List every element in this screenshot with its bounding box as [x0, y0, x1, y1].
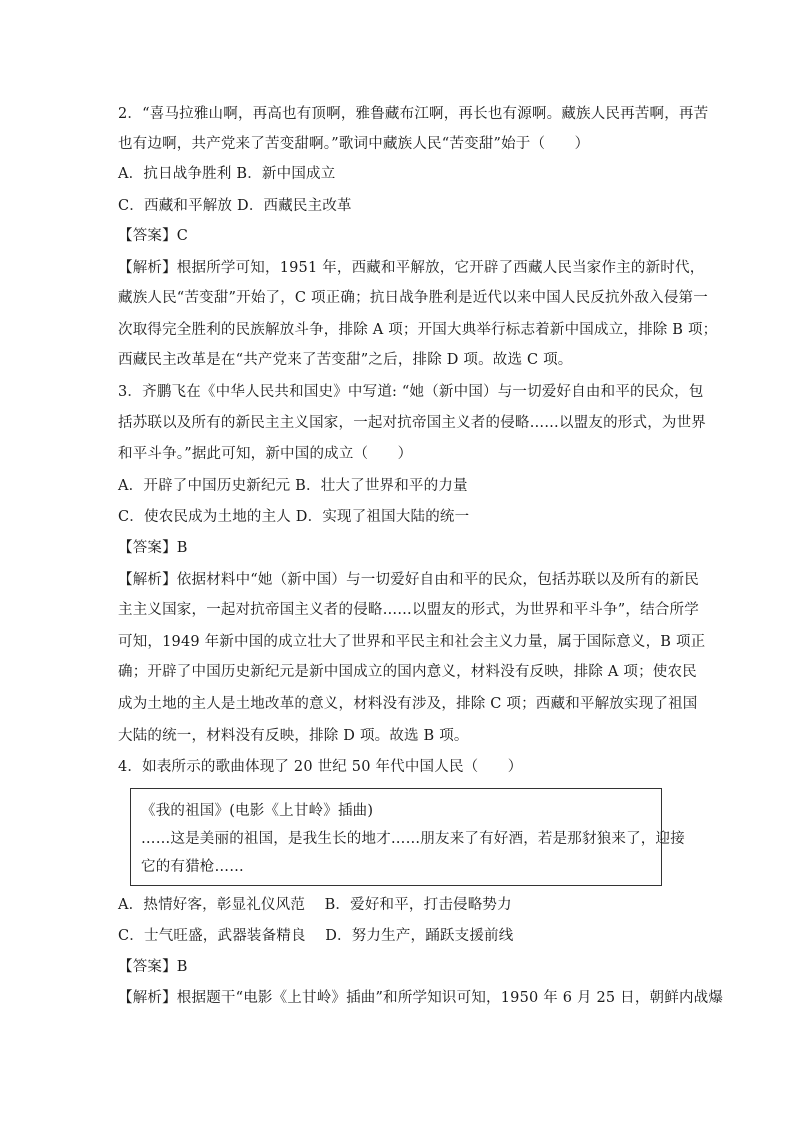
q4-box-line-2: 它的有猎枪…… — [141, 859, 244, 875]
q4-lyrics-box — [130, 788, 685, 886]
q4-stem: 4．如表所示的歌曲体现了 20 世纪 50 年代中国人民（ ） — [118, 759, 523, 775]
q3-analysis-line-2: 主主义国家，一起对抗帝国主义者的侵略……以盟友的形式，为世界和平斗争”，结合所学 — [118, 602, 699, 618]
q4-options-ab: A．热情好客，彰显礼仪风范 B．爱好和平，打击侵略势力 — [118, 897, 512, 913]
q3-analysis-line-1: 【解析】依据材料中“她（新中国）与一切爱好自由和平的民众，包括苏联以及所有的新民 — [118, 572, 699, 588]
q2-answer: 【答案】C — [118, 228, 189, 244]
q3-stem-line-2: 括苏联以及所有的新民主主义国家，一起对抗帝国主义者的侵略……以盟友的形式，为世界 — [118, 415, 706, 431]
q4-box-line-1: ……这是美丽的祖国，是我生长的地才……朋友来了有好酒，若是那豺狼来了，迎接 — [141, 831, 685, 847]
q2-analysis-line-1: 【解析】根据所学可知，1951 年，西藏和平解放，它开辟了西藏人民当家作主的新时代， — [118, 260, 705, 276]
q3-options-ab: A．开辟了中国历史新纪元 B．壮大了世界和平的力量 — [118, 478, 468, 494]
q2-options-cd: C．西藏和平解放 D．西藏民主改革 — [118, 198, 352, 214]
q3-analysis-line-5: 成为土地的主人是土地改革的意义，材料没有涉及，排除 C 项；西藏和平解放实现了祖国 — [118, 696, 698, 712]
q4-answer: 【答案】B — [118, 959, 188, 975]
q3-answer: 【答案】B — [118, 540, 188, 556]
q3-analysis-line-6: 大陆的统一，材料没有反映，排除 D 项。故选 B 项。 — [118, 728, 469, 744]
q2-analysis-line-2: 藏族人民“苦变甜”开始了，C 项正确；抗日战争胜利是近代以来中国人民反抗外敌入侵第一 — [118, 290, 708, 306]
q3-analysis-line-3: 可知，1949 年新中国的成立壮大了世界和平民主和社会主义力量，属于国际意义，B 项正 — [118, 634, 706, 650]
q2-analysis-line-3: 次取得完全胜利的民族解放斗争，排除 A 项；开国大典举行标志着新中国成立，排除 B 项； — [118, 322, 718, 338]
q2-options-ab: A．抗日战争胜利 B．新中国成立 — [118, 166, 336, 182]
q3-stem-line-3: 和平斗争。”据此可知，新中国的成立（ ） — [118, 446, 413, 462]
q2-analysis-line-4: 西藏民主改革是在“共产党来了苦变甜”之后，排除 D 项。故选 C 项。 — [118, 352, 573, 368]
q3-analysis-line-4: 确；开辟了中国历史新纪元是新中国成立的国内意义，材料没有反映，排除 A 项；使农民 — [118, 664, 697, 680]
q4-options-cd: C．士气旺盛，武器装备精良 D．努力生产，踊跃支援前线 — [118, 928, 514, 944]
q3-options-cd: C．使农民成为土地的主人 D．实现了祖国大陆的统一 — [118, 509, 470, 525]
q2-stem-line-1: 2．“喜马拉雅山啊，再高也有顶啊，雅鲁藏布江啊，再长也有源啊。藏族人民再苦啊，再苦 — [118, 106, 709, 122]
q4-analysis-line-1: 【解析】根据题干“电影《上甘岭》插曲”和所学知识可知，1950 年 6 月 25 日，朝鲜内战爆 — [118, 990, 724, 1006]
q3-stem-line-1: 3．齐鹏飞在《中华人民共和国史》中写道: “她（新中国）与一切爱好自由和平的民众，包 — [118, 384, 704, 400]
q2-stem-line-2: 也有边啊，共产党来了苦变甜啊。”歌词中藏族人民“苦变甜”始于（ ） — [118, 136, 590, 152]
q4-box-title: 《我的祖国》(电影《上甘岭》插曲) — [141, 803, 374, 819]
